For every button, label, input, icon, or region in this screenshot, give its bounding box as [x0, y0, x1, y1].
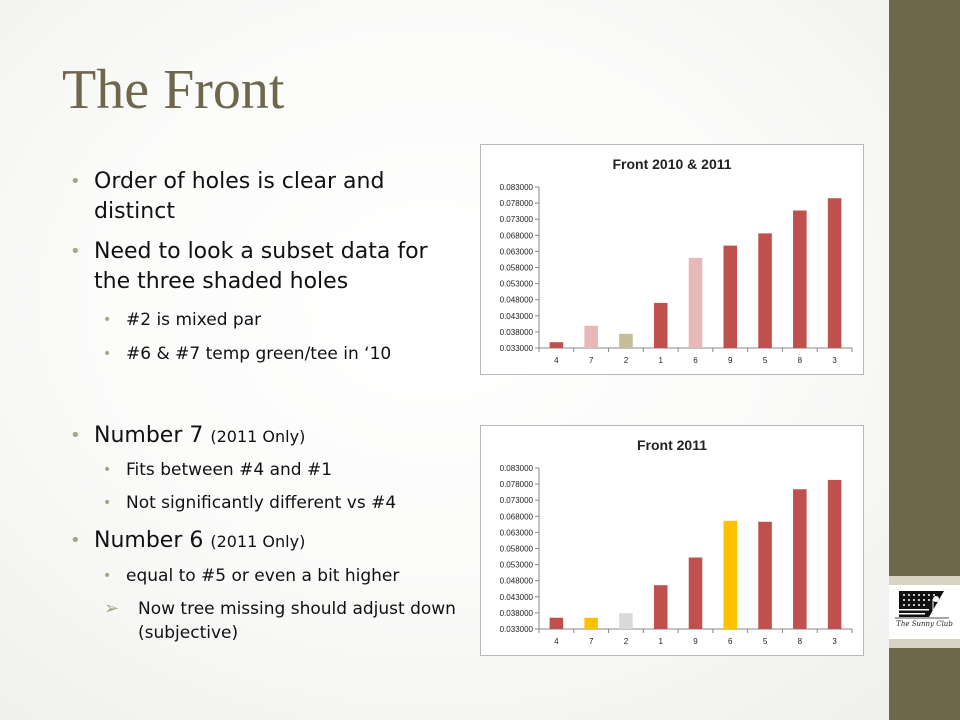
bullet-number-7	[94, 421, 466, 452]
chart-front-2010-2011-svg	[481, 145, 863, 374]
x-tick-label: 8	[797, 637, 803, 646]
y-tick-label: 0.083000	[499, 183, 533, 192]
bar-hole-6	[689, 258, 703, 348]
bar-hole-5	[758, 233, 772, 348]
y-tick-label: 0.083000	[499, 464, 533, 473]
x-tick-label: 7	[588, 356, 594, 365]
arrow-bullet-icon: ➢	[104, 598, 120, 619]
y-tick-label: 0.063000	[499, 528, 533, 538]
bar-hole-4	[550, 342, 564, 348]
x-tick-label: 2	[623, 356, 629, 365]
x-tick-label: 8	[797, 356, 803, 365]
bullet-subset-data: • Need to look a subset data for the three shaded holes	[94, 237, 466, 297]
bar-hole-2	[619, 334, 633, 348]
x-tick-label: 3	[832, 356, 837, 365]
bar-hole-5	[758, 522, 772, 629]
bar-hole-1	[654, 585, 668, 629]
y-tick-label: 0.058000	[499, 263, 533, 273]
x-tick-label: 5	[762, 356, 768, 365]
y-tick-label: 0.068000	[499, 231, 533, 241]
x-tick-label: 6	[728, 637, 733, 646]
y-tick-label: 0.043000	[499, 311, 533, 321]
y-tick-label: 0.033000	[499, 625, 533, 634]
bar-hole-9	[723, 246, 737, 348]
chart-front-2010-2011	[480, 144, 864, 375]
tree-missing-text: Now tree missing should adjust down (subjective)	[138, 599, 456, 643]
bar-hole-2	[619, 613, 633, 629]
y-tick-label: 0.068000	[499, 512, 533, 522]
bar-hole-3	[828, 480, 842, 629]
x-tick-label: 7	[588, 637, 594, 646]
y-tick-label: 0.038000	[499, 608, 533, 618]
chart-title: Front 2011	[636, 437, 708, 453]
number-6-heading: Number 6	[94, 528, 204, 553]
chart-front-2011-svg	[481, 426, 863, 655]
bar-hole-4	[550, 618, 564, 629]
x-tick-label: 4	[554, 637, 559, 646]
bullet-order-of-holes: • Order of holes is clear and distinct	[94, 167, 466, 227]
x-tick-label: 9	[728, 356, 733, 365]
x-tick-label: 4	[554, 356, 559, 365]
y-tick-label: 0.048000	[499, 295, 533, 305]
sub-bullet-mixed-par: • #2 is mixed par	[126, 308, 456, 332]
club-logo-flag-icon	[889, 585, 960, 639]
y-tick-label: 0.078000	[499, 480, 533, 490]
y-tick-label: 0.033000	[499, 344, 533, 353]
y-tick-label: 0.053000	[499, 560, 533, 570]
slide-title: The Front	[62, 59, 285, 121]
y-tick-label: 0.048000	[499, 576, 533, 586]
x-tick-label: 5	[762, 637, 768, 646]
number-7-note: (2011 Only)	[210, 427, 306, 446]
arrow-bullet-tree-missing	[104, 597, 468, 645]
bar-hole-8	[793, 489, 807, 629]
sub-bullet-fits-between: • Fits between #4 and #1	[126, 458, 456, 482]
logo-text: The Sunny Club	[896, 620, 953, 628]
y-tick-label: 0.073000	[499, 215, 533, 225]
y-tick-label: 0.063000	[499, 247, 533, 257]
y-tick-label: 0.038000	[499, 327, 533, 337]
x-tick-label: 9	[693, 637, 698, 646]
x-tick-label: 6	[693, 356, 698, 365]
x-tick-label: 1	[658, 637, 663, 646]
bar-hole-1	[654, 303, 668, 348]
club-logo	[889, 585, 960, 639]
y-tick-label: 0.073000	[499, 496, 533, 506]
number-7-heading: Number 7	[94, 423, 204, 448]
chart-front-2011	[480, 425, 864, 656]
sub-bullet-not-significant: • Not significantly different vs #4	[126, 491, 456, 515]
y-tick-label: 0.058000	[499, 544, 533, 554]
x-tick-label: 3	[832, 637, 837, 646]
bar-hole-3	[828, 198, 842, 348]
y-tick-label: 0.043000	[499, 592, 533, 602]
y-tick-label: 0.053000	[499, 279, 533, 289]
number-6-note: (2011 Only)	[210, 532, 306, 551]
sub-bullet-equal-to-5: • equal to #5 or even a bit higher	[126, 564, 456, 588]
bar-hole-8	[793, 211, 807, 348]
bar-hole-7	[584, 326, 598, 348]
bullet-number-6	[94, 526, 466, 557]
x-tick-label: 1	[658, 356, 663, 365]
bar-hole-7	[584, 618, 598, 629]
x-tick-label: 2	[623, 637, 629, 646]
bar-hole-9	[689, 558, 703, 629]
sub-bullet-temp-green: • #6 & #7 temp green/tee in ‘10	[126, 342, 456, 366]
y-tick-label: 0.078000	[499, 199, 533, 209]
chart-title: Front 2010 & 2011	[612, 156, 732, 172]
bar-hole-6	[723, 521, 737, 629]
